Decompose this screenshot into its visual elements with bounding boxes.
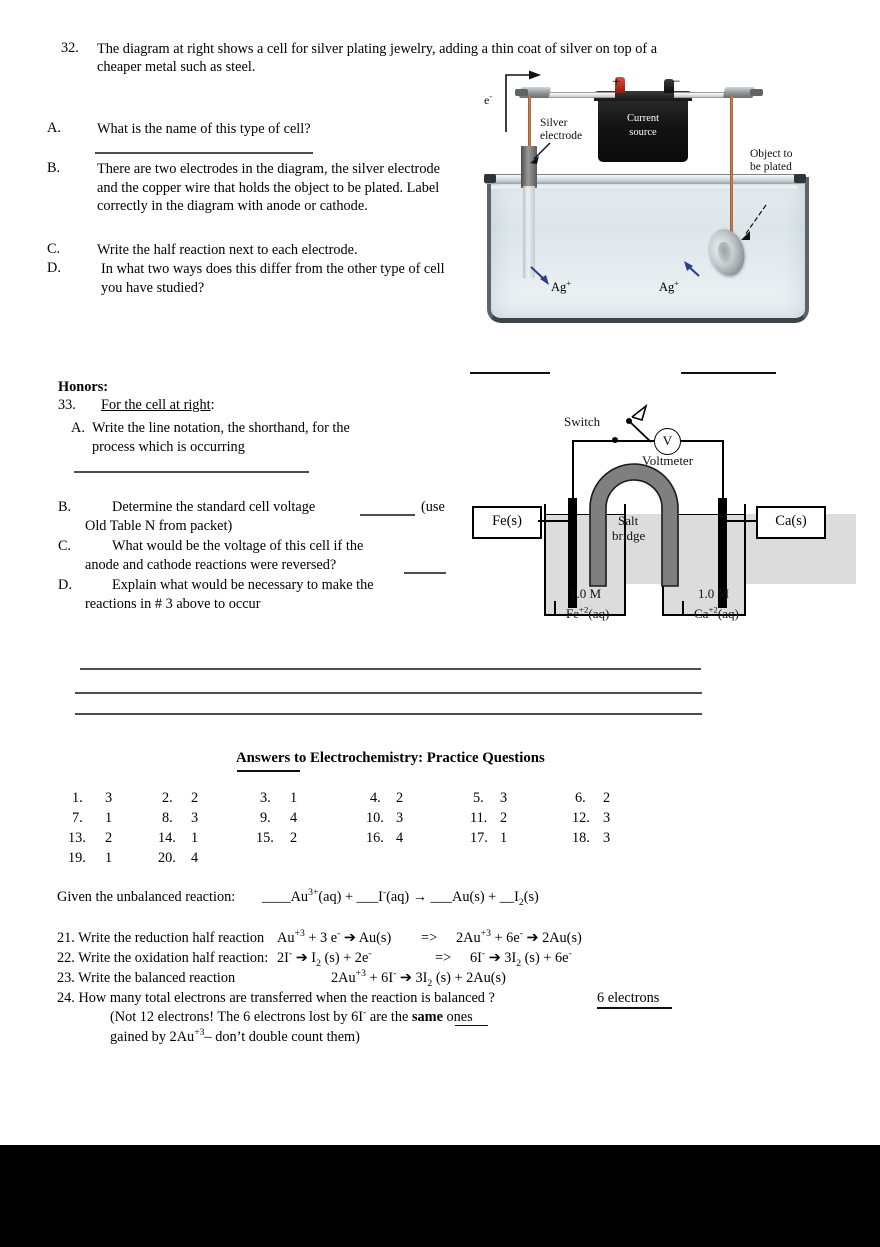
honors-part-a-line2: process which is occurring bbox=[92, 439, 245, 455]
salt-bridge-label-line1: Salt bbox=[618, 513, 639, 528]
answer-row2-col4-val: 1 bbox=[500, 830, 508, 846]
honors-part-a-line1: Write the line notation, the shorthand, for the bbox=[92, 420, 350, 436]
answer-row1-col1-num: 8. bbox=[162, 810, 173, 826]
answer-row1-col4-val: 2 bbox=[500, 810, 508, 826]
given-reaction-label: Given the unbalanced reaction: bbox=[57, 889, 236, 905]
question-32-stem-line2: cheaper metal such as steel. bbox=[97, 59, 256, 75]
answer-row2-col3-num: 16. bbox=[366, 830, 384, 846]
answer-row2-col1-val: 1 bbox=[191, 830, 199, 846]
honors-part-b-line1-tail: (use bbox=[421, 499, 445, 515]
q21-equation-2: $2Au^{+3} + 6e^-$ ➔ 2Au(s) bbox=[456, 928, 582, 946]
voltmeter-label: Voltmeter bbox=[642, 453, 694, 468]
answer-row0-col5-num: 6. bbox=[575, 790, 586, 806]
left-solution-leader bbox=[554, 601, 556, 615]
honors-part-c-line2: anode and cathode reactions were reversed? bbox=[85, 557, 337, 573]
answer-line-3[interactable] bbox=[75, 713, 702, 715]
answer-row1-col5-num: 12. bbox=[572, 810, 590, 826]
answer-row2-col2-val: 2 bbox=[290, 830, 298, 846]
q22-implies-arrow: => bbox=[435, 950, 452, 966]
voltmeter-symbol: V bbox=[654, 428, 681, 455]
question-32-part-a-text: What is the name of this type of cell? bbox=[97, 121, 311, 137]
answers-heading: Answers to Electrochemistry: Practice Questions bbox=[236, 750, 545, 766]
positive-terminal-label: + bbox=[612, 74, 621, 90]
answer-row0-col4-num: 5. bbox=[473, 790, 484, 806]
given-reaction-equation: $\_\_\_\_Au^{3+}(aq)$ + ___I-(aq) → ___Au(s) + $\_\_I_2(s)$ bbox=[262, 887, 539, 908]
label-blank-right[interactable] bbox=[681, 372, 776, 374]
answer-row1-col1-val: 3 bbox=[191, 810, 199, 826]
answer-row3-col1-val: 4 bbox=[191, 850, 199, 866]
label-blank-left[interactable] bbox=[470, 372, 550, 374]
answer-row1-col2-num: 9. bbox=[260, 810, 271, 826]
answer-blank-32a[interactable] bbox=[95, 152, 313, 154]
galvanic-cell-diagram bbox=[466, 396, 826, 626]
question-32-number: 32. bbox=[61, 40, 79, 56]
honors-part-b-line2: Old Table N from packet) bbox=[85, 518, 233, 534]
q24-note-line2: gained by $2Au^{+3}-$ don’t double count them) bbox=[110, 1027, 360, 1045]
right-electrode-box-label: Ca(s) bbox=[756, 506, 826, 539]
answers-heading-underline bbox=[237, 770, 300, 772]
answer-blank-33a[interactable] bbox=[74, 471, 309, 473]
honors-part-c-label: C. bbox=[58, 538, 72, 554]
honors-part-b-label: B. bbox=[58, 499, 72, 515]
question-32-stem-line1: The diagram at right shows a cell for silver plating jewelry, adding a thin coat of silver on top of a bbox=[97, 41, 658, 57]
honors-title-colon: : bbox=[210, 397, 215, 413]
honors-question-number: 33. bbox=[58, 397, 76, 413]
silver-ion-label-left: Ag+ bbox=[551, 277, 572, 294]
answer-row1-col5-val: 3 bbox=[603, 810, 611, 826]
answer-row0-col3-val: 2 bbox=[396, 790, 404, 806]
answer-row0-col1-val: 2 bbox=[191, 790, 199, 806]
answer-row0-col3-num: 4. bbox=[370, 790, 381, 806]
plating-annotation-overlay bbox=[484, 64, 804, 318]
answer-row1-col0-num: 7. bbox=[72, 810, 83, 826]
q24-label: 24. How many total electrons are transferred when the reaction is balanced ? bbox=[57, 990, 495, 1006]
honors-part-b-line1: Determine the standard cell voltage bbox=[112, 499, 316, 515]
answer-blank-33b[interactable] bbox=[360, 514, 415, 516]
answer-row2-col1-num: 14. bbox=[158, 830, 176, 846]
right-solution-label: $Ca^{+2}(aq)$ bbox=[694, 604, 739, 621]
answer-blank-33c[interactable] bbox=[404, 572, 446, 574]
answer-row2-col3-val: 4 bbox=[396, 830, 404, 846]
question-32-part-d-text: In what two ways does this differ from the other type of cell you have studied? bbox=[101, 261, 445, 296]
answer-row0-col5-val: 2 bbox=[603, 790, 611, 806]
q23-label: 23. Write the balanced reaction bbox=[57, 970, 236, 986]
answer-row3-col0-num: 19. bbox=[68, 850, 86, 866]
q24-note-line1: (Not 12 electrons! The 6 electrons lost by 6I- are the same ones bbox=[110, 1007, 473, 1025]
electroplating-cell-diagram bbox=[484, 64, 804, 318]
answer-row0-col2-val: 1 bbox=[290, 790, 298, 806]
silver-electrode-label-line2: electrode bbox=[540, 130, 583, 142]
honors-question-title: For the cell at right bbox=[101, 397, 211, 413]
q24-answer-underline bbox=[597, 1007, 672, 1009]
answer-row1-col0-val: 1 bbox=[105, 810, 113, 826]
q21-implies-arrow: => bbox=[421, 930, 438, 946]
answer-row2-col0-val: 2 bbox=[105, 830, 113, 846]
q23-equation: $2Au^{+3} + 6I^-$ ➔ $3I_2$ (s) + 2Au(s) bbox=[331, 968, 506, 989]
right-solution-leader bbox=[682, 601, 684, 615]
salt-bridge-label-line2: bridge bbox=[612, 528, 646, 543]
answer-line-1[interactable] bbox=[80, 668, 701, 670]
switch-label: Switch bbox=[564, 414, 601, 429]
answer-row2-col0-num: 13. bbox=[68, 830, 86, 846]
honors-part-d-label: D. bbox=[58, 577, 72, 593]
answer-row0-col0-val: 3 bbox=[105, 790, 113, 806]
honors-part-a-label: A. bbox=[71, 420, 85, 436]
current-source-label-line1: Current bbox=[626, 113, 660, 124]
object-label-line1: Object to bbox=[750, 148, 793, 160]
right-concentration-label: 1.0 M bbox=[698, 586, 730, 601]
honors-heading: Honors: bbox=[58, 379, 109, 395]
answer-row2-col5-val: 3 bbox=[603, 830, 611, 846]
answer-row2-col4-num: 17. bbox=[470, 830, 488, 846]
answer-line-2[interactable] bbox=[75, 692, 702, 694]
question-32-part-c-label: C. bbox=[47, 241, 61, 257]
answer-row0-col4-val: 3 bbox=[500, 790, 508, 806]
left-electrode-box-label: Fe(s) bbox=[472, 506, 542, 539]
object-label-line2: be plated bbox=[750, 161, 792, 173]
honors-part-d-line1: Explain what would be necessary to make the bbox=[112, 577, 374, 593]
q22-equation-1: 2I- ➔ $I_2$ (s) + 2e- bbox=[277, 948, 372, 969]
answer-row1-col4-num: 11. bbox=[470, 810, 488, 826]
question-32-part-b-text: There are two electrodes in the diagram, the silver electrode and the copper wire that holds the object to be plated. Label correctly in the diagram with anode or cathode. bbox=[97, 161, 440, 215]
page-bottom-black-bar bbox=[0, 1145, 880, 1247]
q21-equation-1: $Au^{+3} + 3$ e- ➔ Au(s) bbox=[277, 928, 392, 946]
question-32-part-c-text: Write the half reaction next to each electrode. bbox=[97, 242, 358, 258]
question-32-part-a-label: A. bbox=[47, 120, 61, 136]
answer-row1-col2-val: 4 bbox=[290, 810, 298, 826]
answer-row2-col5-num: 18. bbox=[572, 830, 590, 846]
current-source-label-line2: source bbox=[629, 127, 657, 138]
negative-terminal-label: − bbox=[672, 74, 681, 90]
answer-row0-col1-num: 2. bbox=[162, 790, 173, 806]
q24-same-underline bbox=[455, 1025, 488, 1026]
question-32-part-d-label: D. bbox=[47, 260, 61, 276]
answer-row3-col0-val: 1 bbox=[105, 850, 113, 866]
answer-row3-col1-num: 20. bbox=[158, 850, 176, 866]
silver-electrode-label-line1: Silver bbox=[540, 117, 568, 129]
honors-part-c-line1: What would be the voltage of this cell if the bbox=[112, 538, 364, 554]
answer-row0-col0-num: 1. bbox=[72, 790, 83, 806]
q24-answer: 6 electrons bbox=[597, 990, 660, 1006]
honors-part-d-line2: reactions in # 3 above to occur bbox=[85, 596, 261, 612]
left-concentration-label: 1.0 M bbox=[570, 586, 602, 601]
silver-ion-label-right: Ag+ bbox=[659, 277, 680, 294]
answer-row2-col2-num: 15. bbox=[256, 830, 274, 846]
answer-row0-col2-num: 3. bbox=[260, 790, 271, 806]
answer-row1-col3-val: 3 bbox=[396, 810, 404, 826]
electron-flow-label: e- bbox=[484, 92, 493, 107]
switch-lever-overlay[interactable] bbox=[466, 396, 826, 626]
left-solution-label: $Fe^{+2}(aq)$ bbox=[566, 604, 610, 621]
answer-row1-col3-num: 10. bbox=[366, 810, 384, 826]
question-32-part-b-label: B. bbox=[47, 160, 61, 176]
q21-label: 21. Write the reduction half reaction bbox=[57, 930, 265, 946]
q22-equation-2: 6I- ➔ $3I_2$ (s) + 6e- bbox=[470, 948, 572, 969]
q22-label: 22. Write the oxidation half reaction: bbox=[57, 950, 269, 966]
